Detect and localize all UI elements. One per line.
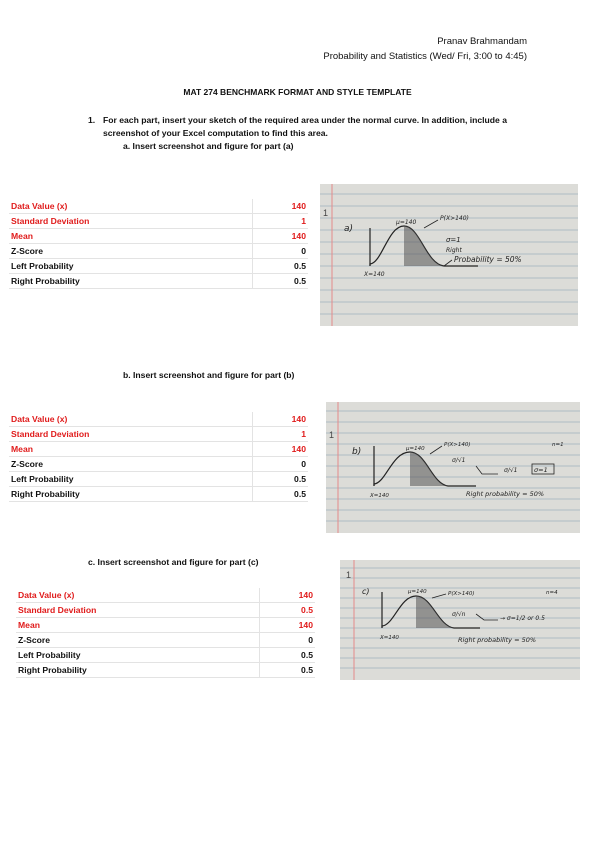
row-label: Right Probability xyxy=(9,274,253,289)
part-a-heading: a. Insert screenshot and figure for part (a) xyxy=(123,141,294,151)
row-value: 0.5 xyxy=(260,663,315,678)
row-value: 0 xyxy=(260,633,315,648)
sketch-note: X=140 xyxy=(370,493,389,499)
table-row xyxy=(9,274,308,289)
sketch-note: μ=140 xyxy=(408,589,427,595)
table-row xyxy=(16,648,315,663)
row-value: 140 xyxy=(253,412,308,427)
document-title: MAT 274 BENCHMARK FORMAT AND STYLE TEMPLATE xyxy=(183,87,412,97)
row-value: 0.5 xyxy=(260,603,315,618)
row-label: Left Probability xyxy=(9,472,253,487)
row-value: 1 xyxy=(253,427,308,442)
table-row xyxy=(9,487,308,502)
sketch-note: n=1 xyxy=(552,442,564,448)
table-row xyxy=(9,214,308,229)
row-label: Z-Score xyxy=(16,633,260,648)
row-value: 0.5 xyxy=(253,259,308,274)
row-label: Right Probability xyxy=(9,487,253,502)
row-label: Data Value (x) xyxy=(9,412,253,427)
table-row xyxy=(9,457,308,472)
table-row xyxy=(9,412,308,427)
table-row xyxy=(9,442,308,457)
row-value: 0.5 xyxy=(253,487,308,502)
part-label: a) xyxy=(344,224,354,234)
row-value: 0.5 xyxy=(260,648,315,663)
table-row xyxy=(16,603,315,618)
row-label: Data Value (x) xyxy=(9,199,253,214)
course-line: Probability and Statistics (Wed/ Fri, 3:00 to 4:45) xyxy=(323,51,527,62)
row-label: Standard Deviation xyxy=(16,603,260,618)
question-text: For each part, insert your sketch of the required area under the normal curve. In addition, include a screenshot of your Excel computation to find this area. xyxy=(103,115,507,138)
sketch-note: μ=140 xyxy=(406,446,425,452)
table-row xyxy=(9,259,308,274)
row-label: Right Probability xyxy=(16,663,260,678)
sketch-note: μ=140 xyxy=(396,219,417,226)
part-b-table xyxy=(9,412,308,502)
sketch-note: X=140 xyxy=(380,635,399,641)
author-name: Pranav Brahmandam xyxy=(437,36,527,47)
sketch-note: n=4 xyxy=(546,590,558,596)
sketch-note: σ/√1 xyxy=(504,467,518,474)
part-label: c) xyxy=(362,587,370,596)
row-label: Mean xyxy=(9,229,253,244)
sketch-note: X=140 xyxy=(364,271,385,278)
row-value: 140 xyxy=(253,199,308,214)
row-value: 0.5 xyxy=(253,274,308,289)
table-row xyxy=(9,229,308,244)
part-b-sketch-photo xyxy=(326,402,580,533)
row-label: Mean xyxy=(16,618,260,633)
sketch-note: Right probability = 50% xyxy=(458,636,537,644)
page-number: 1 xyxy=(329,430,335,440)
sketch-note: P(X>140) xyxy=(444,442,471,448)
part-c-heading: c. Insert screenshot and figure for part (c) xyxy=(88,557,259,567)
page-number: 1 xyxy=(346,570,352,580)
part-b-sketch xyxy=(326,402,580,533)
row-value: 140 xyxy=(253,442,308,457)
part-label: b) xyxy=(352,447,362,457)
question-number: 1. xyxy=(88,115,96,125)
table-row xyxy=(9,427,308,442)
sketch-note: σ/√n xyxy=(452,611,466,618)
row-value: 0.5 xyxy=(253,472,308,487)
sketch-note: P(X>140) xyxy=(448,591,475,597)
row-label: Z-Score xyxy=(9,244,253,259)
sketch-note: P(X>140) xyxy=(440,215,469,222)
row-label: Left Probability xyxy=(16,648,260,663)
row-value: 140 xyxy=(253,229,308,244)
table-row xyxy=(16,633,315,648)
page-number: 1 xyxy=(323,208,329,218)
row-value: 140 xyxy=(260,588,315,603)
row-value: 0 xyxy=(253,244,308,259)
sketch-note: Right xyxy=(446,247,462,254)
table-row xyxy=(9,244,308,259)
part-c-table xyxy=(16,588,315,678)
row-label: Data Value (x) xyxy=(16,588,260,603)
row-value: 0 xyxy=(253,457,308,472)
row-label: Z-Score xyxy=(9,457,253,472)
part-c-sketch-photo xyxy=(340,560,580,680)
sketch-note: σ=1 xyxy=(534,466,548,474)
row-label: Mean xyxy=(9,442,253,457)
row-value: 1 xyxy=(253,214,308,229)
sketch-note: Right probability = 50% xyxy=(466,490,545,498)
row-label: Left Probability xyxy=(9,259,253,274)
table-row xyxy=(9,199,308,214)
sketch-note: σ/√1 xyxy=(452,457,466,464)
table-row xyxy=(16,588,315,603)
part-a-sketch-photo xyxy=(320,184,578,326)
table-row xyxy=(9,472,308,487)
row-label: Standard Deviation xyxy=(9,214,253,229)
part-a-table xyxy=(9,199,308,289)
row-label: Standard Deviation xyxy=(9,427,253,442)
table-row xyxy=(16,618,315,633)
part-b-heading: b. Insert screenshot and figure for part (b) xyxy=(123,370,295,380)
sketch-note: Probability = 50% xyxy=(454,255,522,264)
part-a-sketch xyxy=(320,184,578,326)
sketch-note: σ=1 xyxy=(446,236,461,244)
sketch-note: → σ=1/2 or 0.5 xyxy=(500,615,545,622)
table-row xyxy=(16,663,315,678)
row-value: 140 xyxy=(260,618,315,633)
part-c-sketch xyxy=(340,560,580,680)
